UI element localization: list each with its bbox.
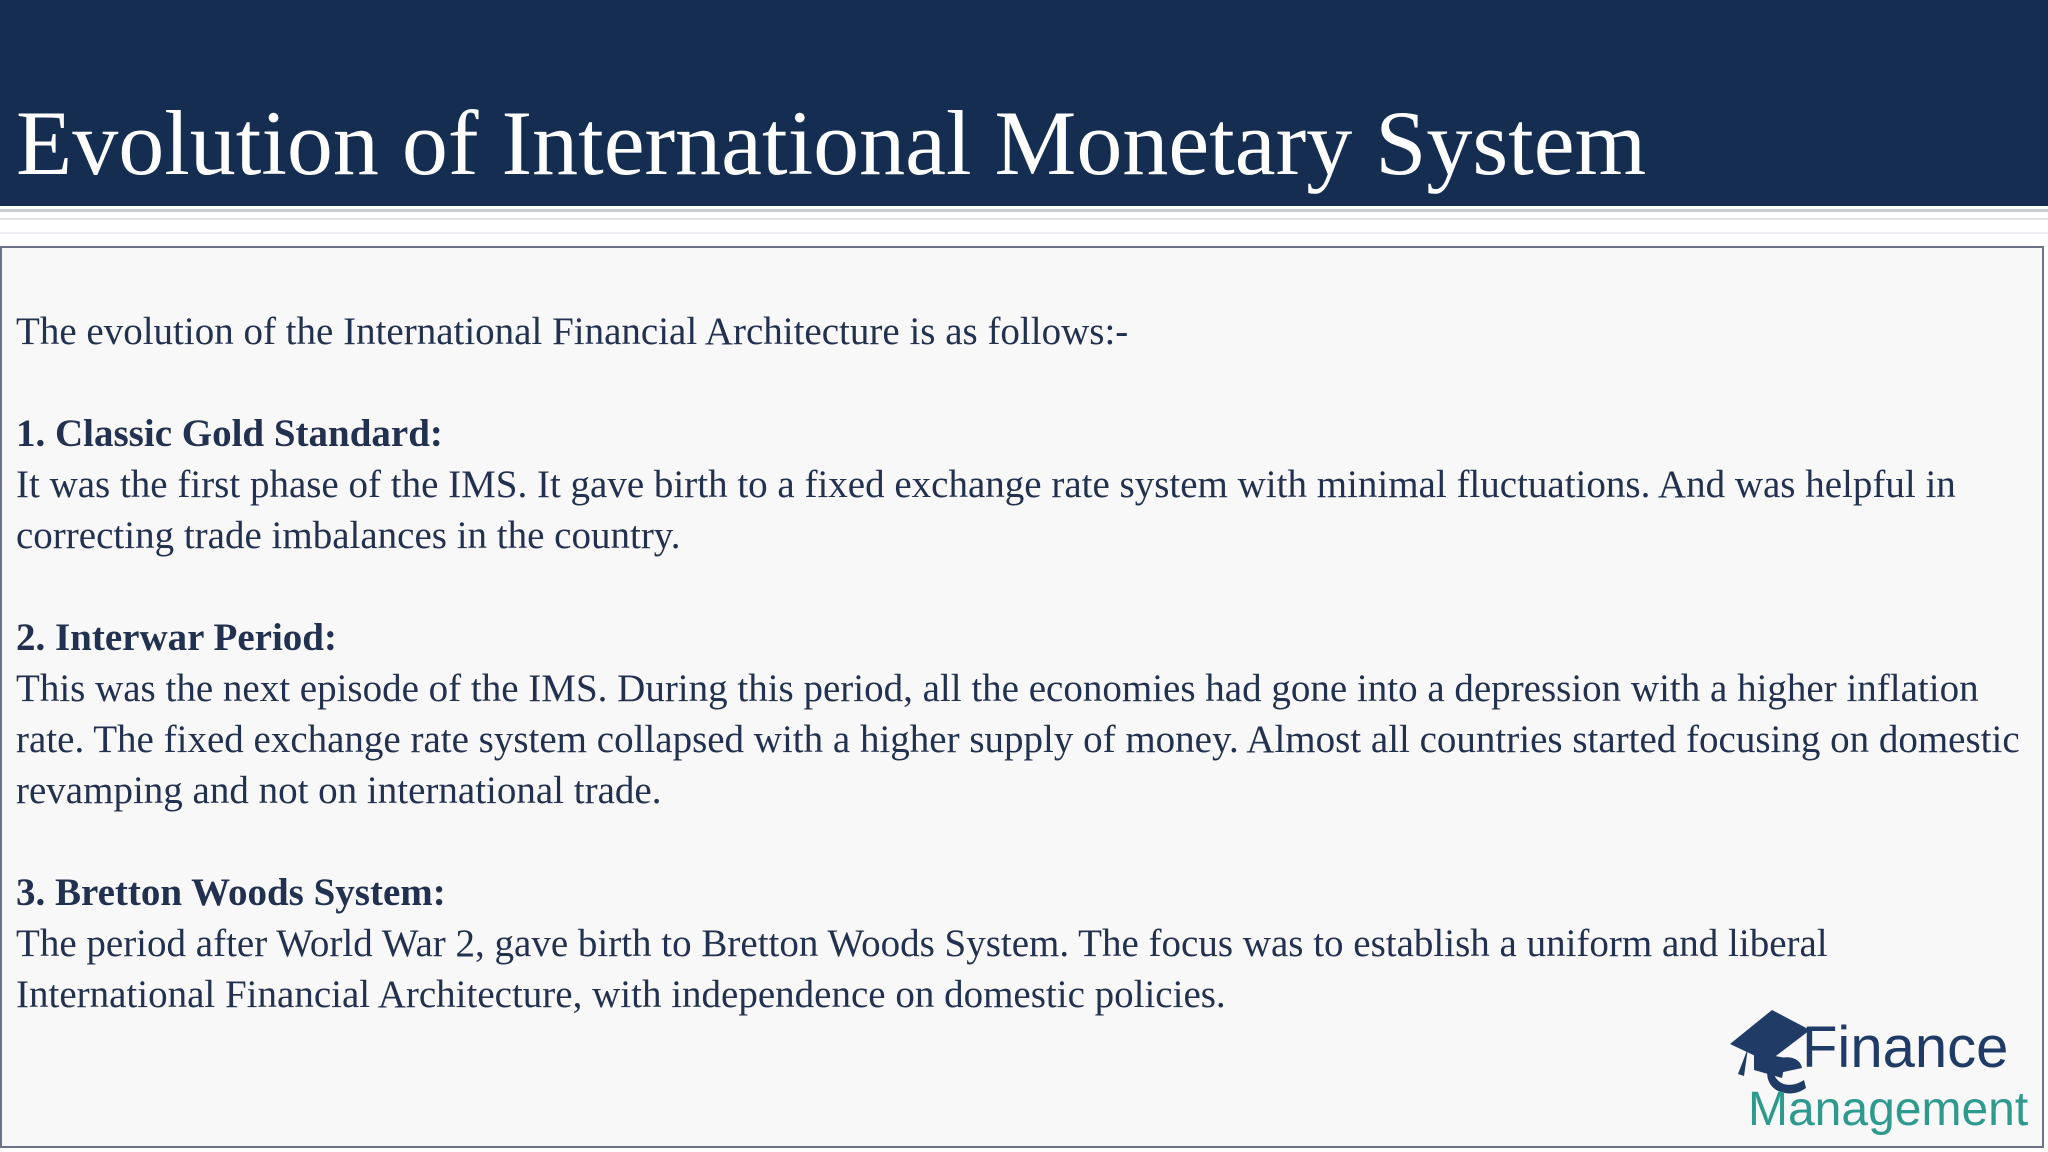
section-heading: 2. Interwar Period: — [16, 616, 337, 659]
content-body — [16, 306, 2026, 1071]
intro-text: The evolution of the International Financial Architecture is as follows:- — [16, 310, 1129, 353]
logo-management-text: Management — [1748, 1083, 2029, 1136]
section-heading: 3. Bretton Woods System: — [16, 871, 446, 914]
title-divider-tertiary — [0, 232, 2048, 234]
section-body: It was the first phase of the IMS. It gave birth to a fixed exchange rate system with minimal fluctuations. And was helpful in correcting trade imbalances in the country. — [16, 463, 1956, 557]
section-heading: 1. Classic Gold Standard: — [16, 412, 443, 455]
slide-title: Evolution of International Monetary System — [16, 92, 1647, 194]
logo-finance-text: Finance — [1802, 1015, 2009, 1080]
title-divider — [0, 209, 2048, 212]
section-classic-gold-standard — [16, 408, 2026, 561]
title-bar — [0, 0, 2048, 206]
section-body: This was the next episode of the IMS. During this period, all the economies had gone into a depression with a higher inflation rate. The fixed exchange rate system collapsed with a higher supply of money. Almost all countries started focusing on domestic revamping and not on international trade. — [16, 667, 2020, 812]
title-divider-secondary — [0, 218, 2048, 220]
section-body: The period after World War 2, gave birth to Bretton Woods System. The focus was to establish a uniform and liberal International Financial Architecture, with independence on domestic policies. — [16, 922, 1828, 1016]
section-interwar-period — [16, 612, 2026, 816]
efinance-management-logo — [1724, 996, 2044, 1146]
